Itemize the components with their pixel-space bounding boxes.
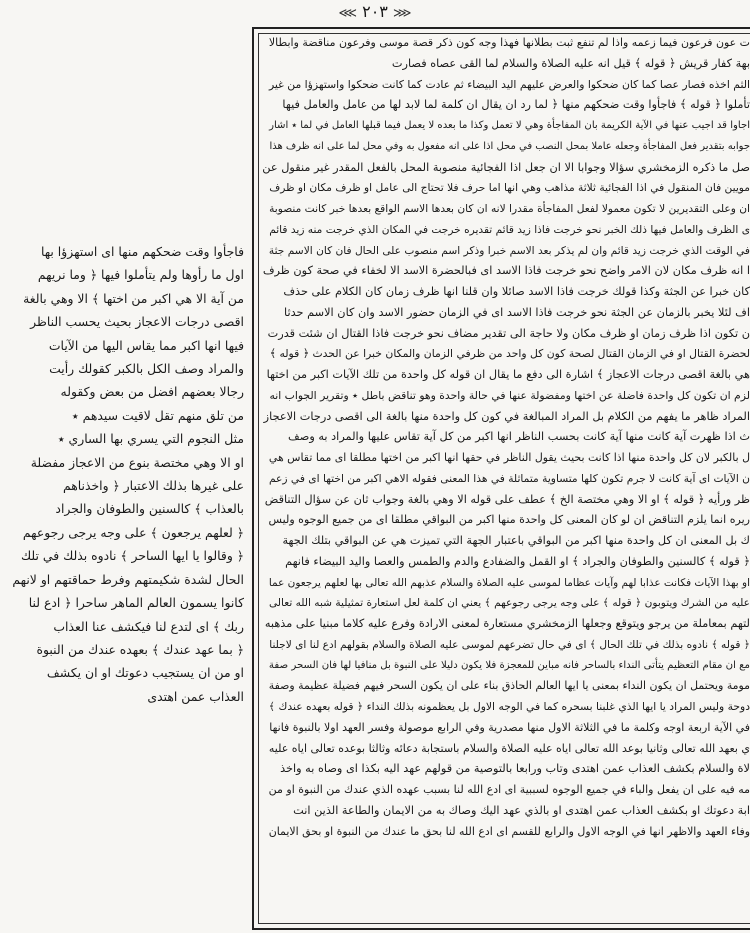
main-text-line: او بهذا الآيات فكانت عذابا لهم وآيات عظاما لموسى عليه الصلاة والسلام عذبهم الله تعالى بها لعلهم يرجعون عما — [268, 576, 750, 589]
margin-text-line: بالعذاب ﴾ كالسنين والطوفان والجراد — [55, 501, 244, 517]
right-ornament-icon: ⋙ — [392, 6, 412, 21]
margin-text-line: اقصى درجات الاعجاز بحيث يحسب الناظر — [30, 314, 244, 330]
margin-text-line: اول ما رأوها ولم يتأملوا فيها ﴿ وما نريهم — [37, 267, 244, 283]
main-text-line: لاة والسلام بكشف العذاب عمن اهتدى وتاب ورابعا بالتوصية من قولهم عهد اليه بكذا اى وصاه به واخذ — [280, 762, 750, 776]
main-text-line: ﴿ قوله ﴾ كالسنين والطوفان والجراد ﴾ او القمل والضفادع والدم والطمس والعصا واليد البيضاء فانهم — [285, 554, 750, 568]
margin-text-line: مثل النجوم التي يسري بها الساري ٭ — [57, 431, 244, 447]
main-text-line: اف لئلا يخبر بالزمان عن الجثة نحو خرجت فاذا الاسد اى في الزمان حضور الاسد وان كان الاسم حدثا — [284, 305, 750, 319]
main-text-line: ن تكون اذا ظرف زمان او ظرف مكان ولا حاجة الى تقدير مضاف نحو خرجت فاذا القتال ان شئت قدرت — [267, 326, 750, 340]
main-text-line: مومة ويحتمل ان يكون النداء بمعنى يا ايها العالم الحاذق بناء على ان يكون السحر فيهم فضيلة عظيمة وصفة — [268, 679, 750, 693]
main-text-line: ن الآيات اى آية كانت لا جرم تكون كلها متساوية متماثلة في هذا المعنى فقوله الاهي اكبر من اختها اى في زعم — [268, 471, 750, 485]
main-text-line: ريره انما يلزم التناقض ان لو كان المعنى كل واحدة منها اكبر من البواقي مطلقا اى من جميع الوجوه وليس — [268, 513, 750, 527]
margin-text-line: كانوا يسمون العالم الماهر ساحرا ﴿ ادع لنا — [28, 595, 244, 611]
main-text-line: ا انه ظرف مكان لان الامر واضح نحو خرجت فاذا الاسد اى فبالحضرة الاسد الا لخفاء في صحة كون ظرف — [262, 264, 750, 278]
margin-text-line: العذاب عمن اهتدى — [147, 688, 244, 704]
page-header — [0, 2, 750, 21]
main-text-line: ﴿ قوله ﴾ نادوه بذلك في تلك الحال ﴾ اى في حال تضرعهم لموسى عليه الصلاة والسلام بقولهم ادع لنا اى لاجلنا — [269, 638, 750, 651]
margin-text-line: او الا وهي مختصة بنوع من الاعجاز مفضلة — [30, 454, 244, 470]
margin-text-line: ﴿ بما عهد عندك ﴾ بعهده عندك من النبوة — [36, 641, 244, 657]
margin-text-line: ربك ﴾ اى لتدع لنا فيكشف عنا العذاب — [53, 618, 244, 634]
margin-text-line: من آية الا هي اكبر من اختها ﴾ الا وهي بالغة — [23, 290, 244, 306]
margin-text-line: فاجأوا وقت ضحكهم منها اى استهزؤا بها — [40, 244, 244, 259]
main-text-line: كان خبرا عن الجثة وكذا قولك خرجت فاذا الاسد صائلا وان قلنا انها ظرف زمان كان الكلام على حذف — [283, 285, 750, 298]
main-text-line: ت عون فرعون فيما زعمه واذا لم تنفع ثبت بطلانها فهذا وجه كون ذكر قصة موسى وفرعون مناقضة وابطالا — [268, 36, 750, 49]
margin-text-line: على غيرها بذلك الاعتبار ﴿ واخذناهم — [62, 478, 244, 494]
main-text-line: وفاء العهد والاظهر انها في الوجه الاول والرابع للقسم اى ادع الله لنا بحق ما عندك من النبوة او بحق الايمان — [268, 824, 750, 838]
main-text-line: الثم اخذه فصار عصا كما كان ضحكوا والعرض عليهم اليد البيضاء ثم عادت كما كانت ضحكوا واستهزؤا من غير — [268, 77, 750, 91]
main-text-line: ي بعهد الله تعالى وثانيا بوعد الله تعالى اياه عليه الصلاة والسلام باستجابة دعائه وثالثا بوعده تعالى اياه عليه — [268, 741, 750, 755]
main-text-line: ظر ورأيه ﴿ قوله ﴾ او الا وهي مختصة الخ ﴾ عطف على قوله الا وهي بالغة وجواب ثان عن سؤال التناقض — [264, 492, 750, 506]
margin-text-line: والمراد وصف الكل بالكبر كقولك رأيت — [49, 361, 244, 377]
main-text-line: المراد ظاهر ما يفهم من الكلام بل المراد المبالغة في كون كل واحدة منها بالغة الى اقصى درجات الاعجاز — [263, 409, 750, 423]
main-text-line: ك بل المعنى ان كل واحدة منها اكبر من البواقي باعتبار الجهة التي تميزت هي عن البواقي بتلك الجهة — [282, 534, 750, 547]
main-text-line: ل بالكبر لان كل واحدة منها اذا كانت بحيث يقول الناظر في حقها انها اكبر من اختها مطلقا اى مما تقاس هي — [268, 451, 750, 464]
main-text-line: تأملوا ﴿ قوله ﴾ فاجأوا وقت ضحكهم منها ﴿ لما رد ان يقال ان كلمة لما لابد لها من عامل والعامل فيها — [282, 98, 750, 112]
main-text-line: في الآية اربعة اوجه وكلمة ما في الثلاثة الاول منها مصدرية وفي الرابع موصولة وفسر العهد اولا بالنبوة فانها — [269, 720, 750, 734]
main-text-line: لحضرة القتال او في الزمان القتال لصحة كون كل واحد من ظرفي الزمان والمكان خبرا عن الحدث ﴿ قوله ﴾ — [269, 347, 750, 361]
main-text-line: لزم ان تكون كل واحدة فاضلة عن اختها ومفضولة عنها في حالة واحدة وهو تناقض باطل ٭ وتقرير الجواب انه — [269, 388, 750, 402]
main-text-line: بهة كفار قريش ﴿ قوله ﴾ قيل انه عليه الصلاة والسلام لما القى عصاه فصارت — [391, 56, 750, 70]
main-text-line: دوحة وليس المراد يا ايها الذي غلبنا بسحره كما في الوجه الاول بل يعظمونه بذلك النداء ﴿ قوله بعهده عندك ﴾ — [268, 700, 750, 713]
main-text-line: مويين فان المنقول في اذا الفجائية ثلاثة مذاهب وهي انها اما حرف فلا تحتاج الى عامل او ظرف مكان او ظرف — [269, 181, 750, 195]
main-text-line: جوابه بتقدير فعل المفاجأة وجعله عاملا بمحل النصب في محل اذا على انه مفعول به وفي محل لما على انه ظرف هذا — [269, 140, 750, 152]
margin-text-line: رجالا بعضهم افضل من بعض وكقوله — [60, 384, 244, 400]
main-text-line: هي بالغة اقصى درجات الاعجاز ﴾ اشارة الى دفع ما يقال ان قوله كل واحدة من تلك الآيات اكبر من اختها — [266, 368, 750, 381]
main-text-line: ث اذا ظهرت آية كانت منها آية كانت بحسب الناظر انها اكبر من كل آية تقاس عليها والمراد به وصف — [288, 430, 750, 444]
main-text-line: في الوقت الذي خرجت زيد قائم وان لم يذكر بعد الاسم خبرا وذكر اسم منصوب على الحال فان كان الاسم جثة — [268, 243, 750, 257]
margin-text-line: ﴿ وقالوا يا ايها الساحر ﴾ نادوه بذلك في تلك — [20, 548, 244, 564]
main-text-line: ان وعلى التقديرين لا تكون معمولا لفعل المفاجأة مقدرا لانه ان كان بعدها الاسم الواقع بعدها خبر كانت منصوبة — [269, 202, 750, 215]
left-ornament-icon: ⋘ — [338, 6, 358, 21]
main-text-line: ى الظرف والعامل فيها ذلك الخبر نحو خرجت فاذا زيد قائم تقديره خرجت في المكان الذي خرجت منه زيد قائم — [269, 223, 750, 236]
main-text-line: لتهم بمعاملة من يرجو ويتوقع وجعلها الزمخشري مستعارة لمعنى الارادة وفرع عليه كلاما مبنيا على مذهبه — [264, 617, 750, 630]
margin-text-line: من تلق منهم تقل لاقيت سيدهم ٭ — [71, 407, 244, 423]
main-text-line: صل ما ذكره الزمخشري سؤالا وجوابا الا ان جعل اذا الفجائية منصوبة المحل بالفعل المقدر غير منقول عن — [262, 160, 750, 174]
margin-text-line: او من ان يستجيب دعوتك او ان يكشف — [46, 665, 244, 681]
main-text-line: مع ان مقام التعظيم يتأتى النداء بالساحر فانه مباين للمعجزة فلا يكون دليلا على النبوة بل منافيا لها فان السحر صفة — [268, 659, 750, 671]
margin-text-line: ﴿ لعلهم يرجعون ﴾ على وجه يرجى رجوعهم — [22, 524, 244, 540]
main-text-line: مه فيه على ان يفعل والباء في جميع الوجوه لسببية اى ادع الله لنا بسبب عهده الذي عندك من النبوة او من — [268, 783, 750, 796]
page-number: ٢٠٣ — [362, 2, 388, 21]
margin-text-line: فيها انها اكبر مما يقاس اليها من الآيات — [48, 337, 244, 353]
main-text-line: اجاوا قد اجيب عنها في الآية الكريمة بان المفاجأة وهي لا تعمل وكذا ما بعده لا يعمل فيما قبلها العامل في لما ٭ اشار — [269, 120, 750, 131]
main-text-line: عليه من الشرك ويتوبون ﴿ قوله ﴾ على وجه يرجى رجوعهم ﴾ يعني ان كلمة لعل استعارة تمثيلية شبه الله تعالى — [269, 597, 750, 610]
main-text-line: ابة دعوتك او بكشف العذاب عمن اهتدى او بالذي عهد اليك وصاك به من الايمان والطاعة الذين انت — [293, 803, 750, 817]
main-commentary-text — [259, 33, 750, 927]
margin-text-line: الحال لشدة شكيمتهم وفرط حماقتهم او لانهم — [12, 571, 244, 587]
margin-gloss-text — [6, 240, 244, 708]
